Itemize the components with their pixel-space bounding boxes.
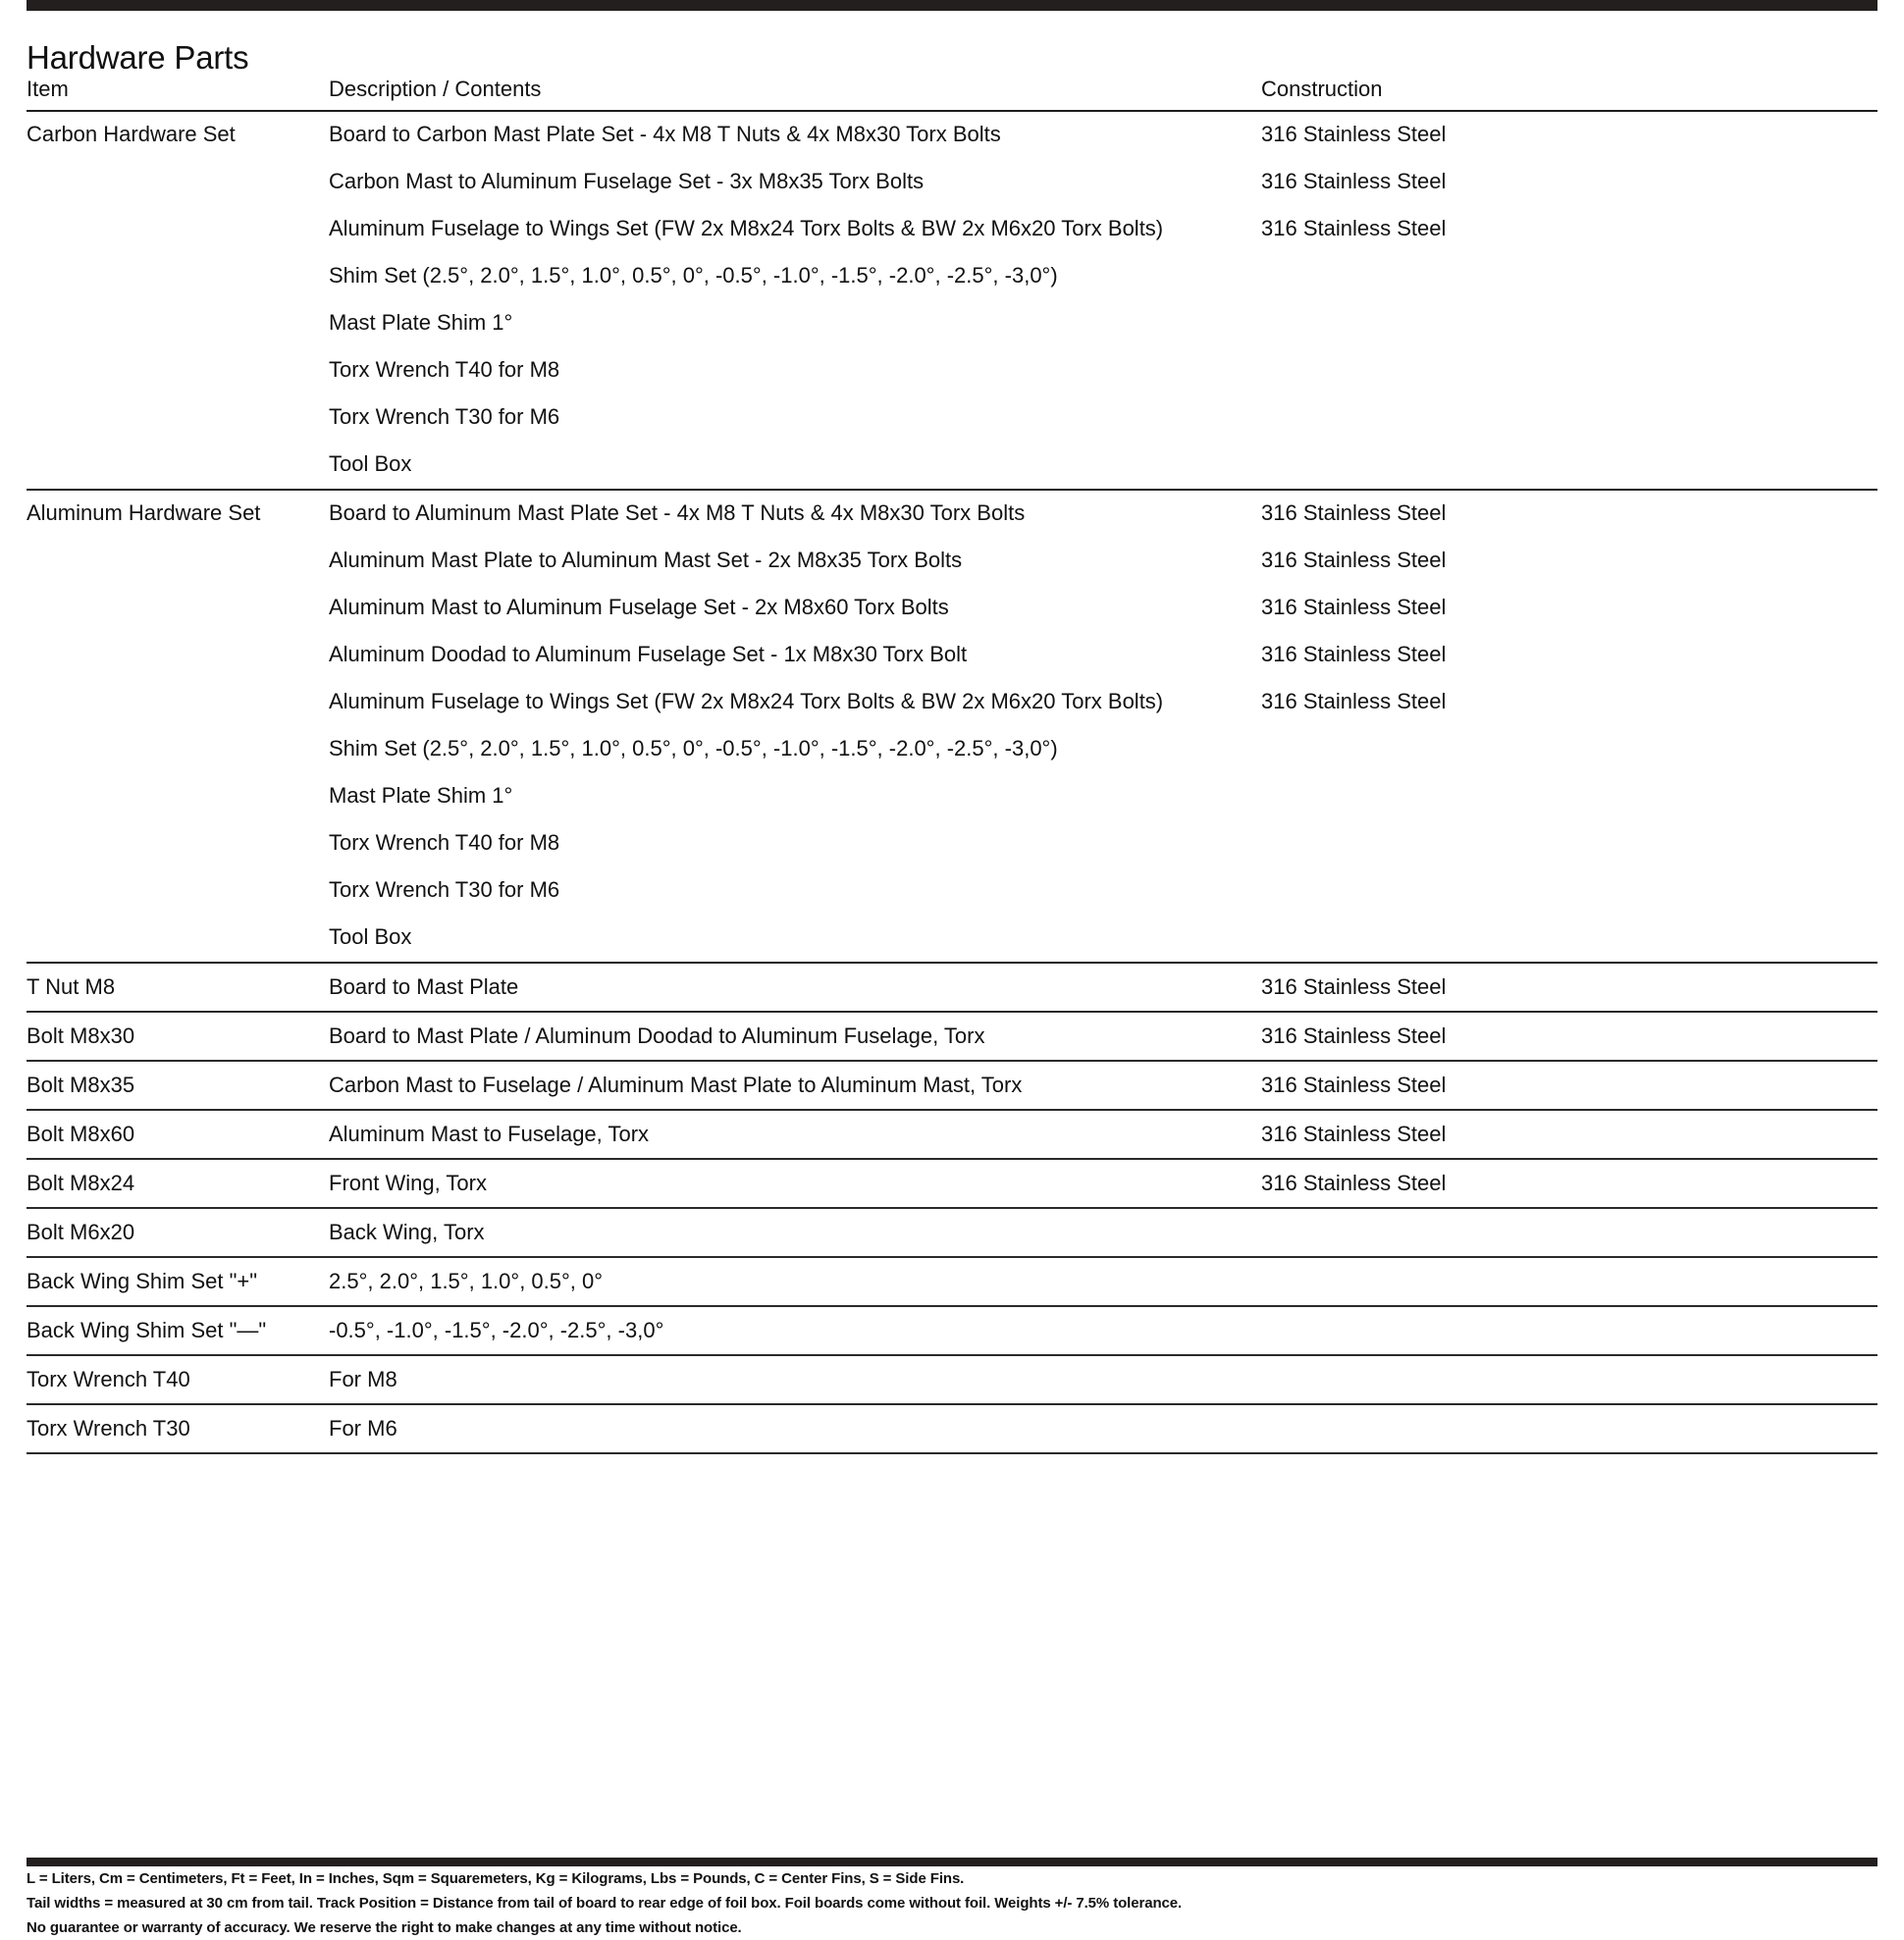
cell-description: Shim Set (2.5°, 2.0°, 1.5°, 1.0°, 0.5°, 0°, -0.5°, -1.0°, -1.5°, -2.0°, -2.5°, -3,0°)	[329, 263, 1058, 288]
table-row	[26, 585, 1878, 632]
cell-item: Torx Wrench T40	[26, 1367, 190, 1391]
table-row	[26, 442, 1878, 489]
cell-construction: 316 Stainless Steel	[1261, 1073, 1447, 1097]
cell-description: Torx Wrench T40 for M8	[329, 830, 560, 855]
table-row	[26, 112, 1878, 159]
table-row	[26, 206, 1878, 253]
cell-description: Mast Plate Shim 1°	[329, 783, 513, 808]
cell-construction: 316 Stainless Steel	[1261, 689, 1447, 713]
cell-item: Bolt M8x35	[26, 1073, 135, 1097]
page-footer	[26, 1858, 1878, 1940]
cell-description: Aluminum Mast Plate to Aluminum Mast Set - 2x M8x35 Torx Bolts	[329, 548, 963, 572]
table-column-headers	[26, 77, 1878, 110]
table-row	[26, 300, 1878, 347]
cell-construction: 316 Stainless Steel	[1261, 500, 1447, 525]
cell-description: Aluminum Fuselage to Wings Set (FW 2x M8x24 Torx Bolts & BW 2x M6x20 Torx Bolts)	[329, 689, 1164, 713]
cell-description: For M6	[329, 1416, 397, 1441]
cell-construction: 316 Stainless Steel	[1261, 974, 1447, 999]
footer-line-disclaimer: No guarantee or warranty of accuracy. We reserve the right to make changes at any time without notice.	[26, 1919, 742, 1936]
cell-item: Carbon Hardware Set	[26, 122, 236, 146]
cell-description: Torx Wrench T30 for M6	[329, 404, 560, 429]
column-header-description: Description / Contents	[329, 77, 542, 101]
cell-construction: 316 Stainless Steel	[1261, 122, 1447, 146]
cell-construction: 316 Stainless Steel	[1261, 548, 1447, 572]
cell-description: -0.5°, -1.0°, -1.5°, -2.0°, -2.5°, -3,0°	[329, 1318, 664, 1342]
cell-construction: 316 Stainless Steel	[1261, 169, 1447, 193]
table-row	[26, 1405, 1878, 1452]
column-header-construction: Construction	[1261, 77, 1383, 101]
cell-item: Bolt M8x24	[26, 1171, 135, 1195]
row-rule	[26, 1452, 1878, 1454]
cell-description: Torx Wrench T40 for M8	[329, 357, 560, 382]
cell-description: Shim Set (2.5°, 2.0°, 1.5°, 1.0°, 0.5°, 0°, -0.5°, -1.0°, -1.5°, -2.0°, -2.5°, -3,0°)	[329, 736, 1058, 760]
cell-description: Back Wing, Torx	[329, 1220, 485, 1244]
page-title: Hardware Parts	[26, 39, 249, 77]
table-row	[26, 679, 1878, 726]
table-group	[26, 491, 1878, 962]
cell-description: Board to Carbon Mast Plate Set - 4x M8 T Nuts & 4x M8x30 Torx Bolts	[329, 122, 1001, 146]
table-row	[26, 347, 1878, 394]
hardware-parts-table	[26, 77, 1878, 1454]
cell-description: Carbon Mast to Aluminum Fuselage Set - 3x M8x35 Torx Bolts	[329, 169, 925, 193]
cell-construction: 316 Stainless Steel	[1261, 642, 1447, 666]
cell-description: Aluminum Fuselage to Wings Set (FW 2x M8x24 Torx Bolts & BW 2x M6x20 Torx Bolts)	[329, 216, 1164, 240]
table-row	[26, 820, 1878, 867]
footer-line-measurements: Tail widths = measured at 30 cm from tail. Track Position = Distance from tail of board to rear edge of foil box. Foil boards come without foil. Weights +/- 7.5% tolerance.	[26, 1895, 1183, 1912]
cell-description: Tool Box	[329, 924, 412, 949]
cell-description: Carbon Mast to Fuselage / Aluminum Mast Plate to Aluminum Mast, Torx	[329, 1073, 1023, 1097]
table-row	[26, 1209, 1878, 1256]
table-row	[26, 1258, 1878, 1305]
table-row	[26, 253, 1878, 300]
cell-item: Bolt M8x30	[26, 1023, 135, 1048]
table-row	[26, 915, 1878, 962]
cell-construction: 316 Stainless Steel	[1261, 595, 1447, 619]
cell-description: Mast Plate Shim 1°	[329, 310, 513, 335]
table-row	[26, 1307, 1878, 1354]
cell-item: Back Wing Shim Set "—"	[26, 1318, 267, 1342]
table-row	[26, 1356, 1878, 1403]
table-row	[26, 964, 1878, 1011]
cell-description: Torx Wrench T30 for M6	[329, 877, 560, 902]
footer-accent-bar	[26, 1858, 1878, 1866]
cell-construction: 316 Stainless Steel	[1261, 1023, 1447, 1048]
table-row	[26, 1111, 1878, 1158]
table-row	[26, 491, 1878, 538]
table-row	[26, 632, 1878, 679]
cell-description: Aluminum Mast to Aluminum Fuselage Set - 2x M8x60 Torx Bolts	[329, 595, 949, 619]
cell-description: Board to Aluminum Mast Plate Set - 4x M8 T Nuts & 4x M8x30 Torx Bolts	[329, 500, 1026, 525]
cell-construction: 316 Stainless Steel	[1261, 1171, 1447, 1195]
cell-item: Aluminum Hardware Set	[26, 500, 261, 525]
cell-description: Aluminum Mast to Fuselage, Torx	[329, 1122, 650, 1146]
cell-description: Board to Mast Plate / Aluminum Doodad to Aluminum Fuselage, Torx	[329, 1023, 985, 1048]
table-row	[26, 1062, 1878, 1109]
cell-item: Bolt M6x20	[26, 1220, 135, 1244]
footer-line-abbreviations: L = Liters, Cm = Centimeters, Ft = Feet, In = Inches, Sqm = Squaremeters, Kg = Kilograms, Lbs = Pounds, C = Center Fins, S = Side Fins.	[26, 1870, 965, 1887]
top-accent-bar	[26, 0, 1878, 11]
cell-construction: 316 Stainless Steel	[1261, 216, 1447, 240]
cell-description: Front Wing, Torx	[329, 1171, 487, 1195]
cell-item: Back Wing Shim Set "+"	[26, 1269, 258, 1293]
table-group	[26, 112, 1878, 489]
table-row	[26, 538, 1878, 585]
table-row	[26, 1013, 1878, 1060]
table-row	[26, 773, 1878, 820]
column-header-item: Item	[26, 77, 69, 101]
cell-description: 2.5°, 2.0°, 1.5°, 1.0°, 0.5°, 0°	[329, 1269, 604, 1293]
cell-item: T Nut M8	[26, 974, 116, 999]
table-row	[26, 159, 1878, 206]
cell-description: Aluminum Doodad to Aluminum Fuselage Set - 1x M8x30 Torx Bolt	[329, 642, 968, 666]
cell-item: Torx Wrench T30	[26, 1416, 190, 1441]
table-row	[26, 1160, 1878, 1207]
cell-description: Tool Box	[329, 451, 412, 476]
cell-construction: 316 Stainless Steel	[1261, 1122, 1447, 1146]
table-row	[26, 867, 1878, 915]
cell-description: Board to Mast Plate	[329, 974, 519, 999]
table-row	[26, 726, 1878, 773]
cell-item: Bolt M8x60	[26, 1122, 135, 1146]
table-row	[26, 394, 1878, 442]
cell-description: For M8	[329, 1367, 397, 1391]
